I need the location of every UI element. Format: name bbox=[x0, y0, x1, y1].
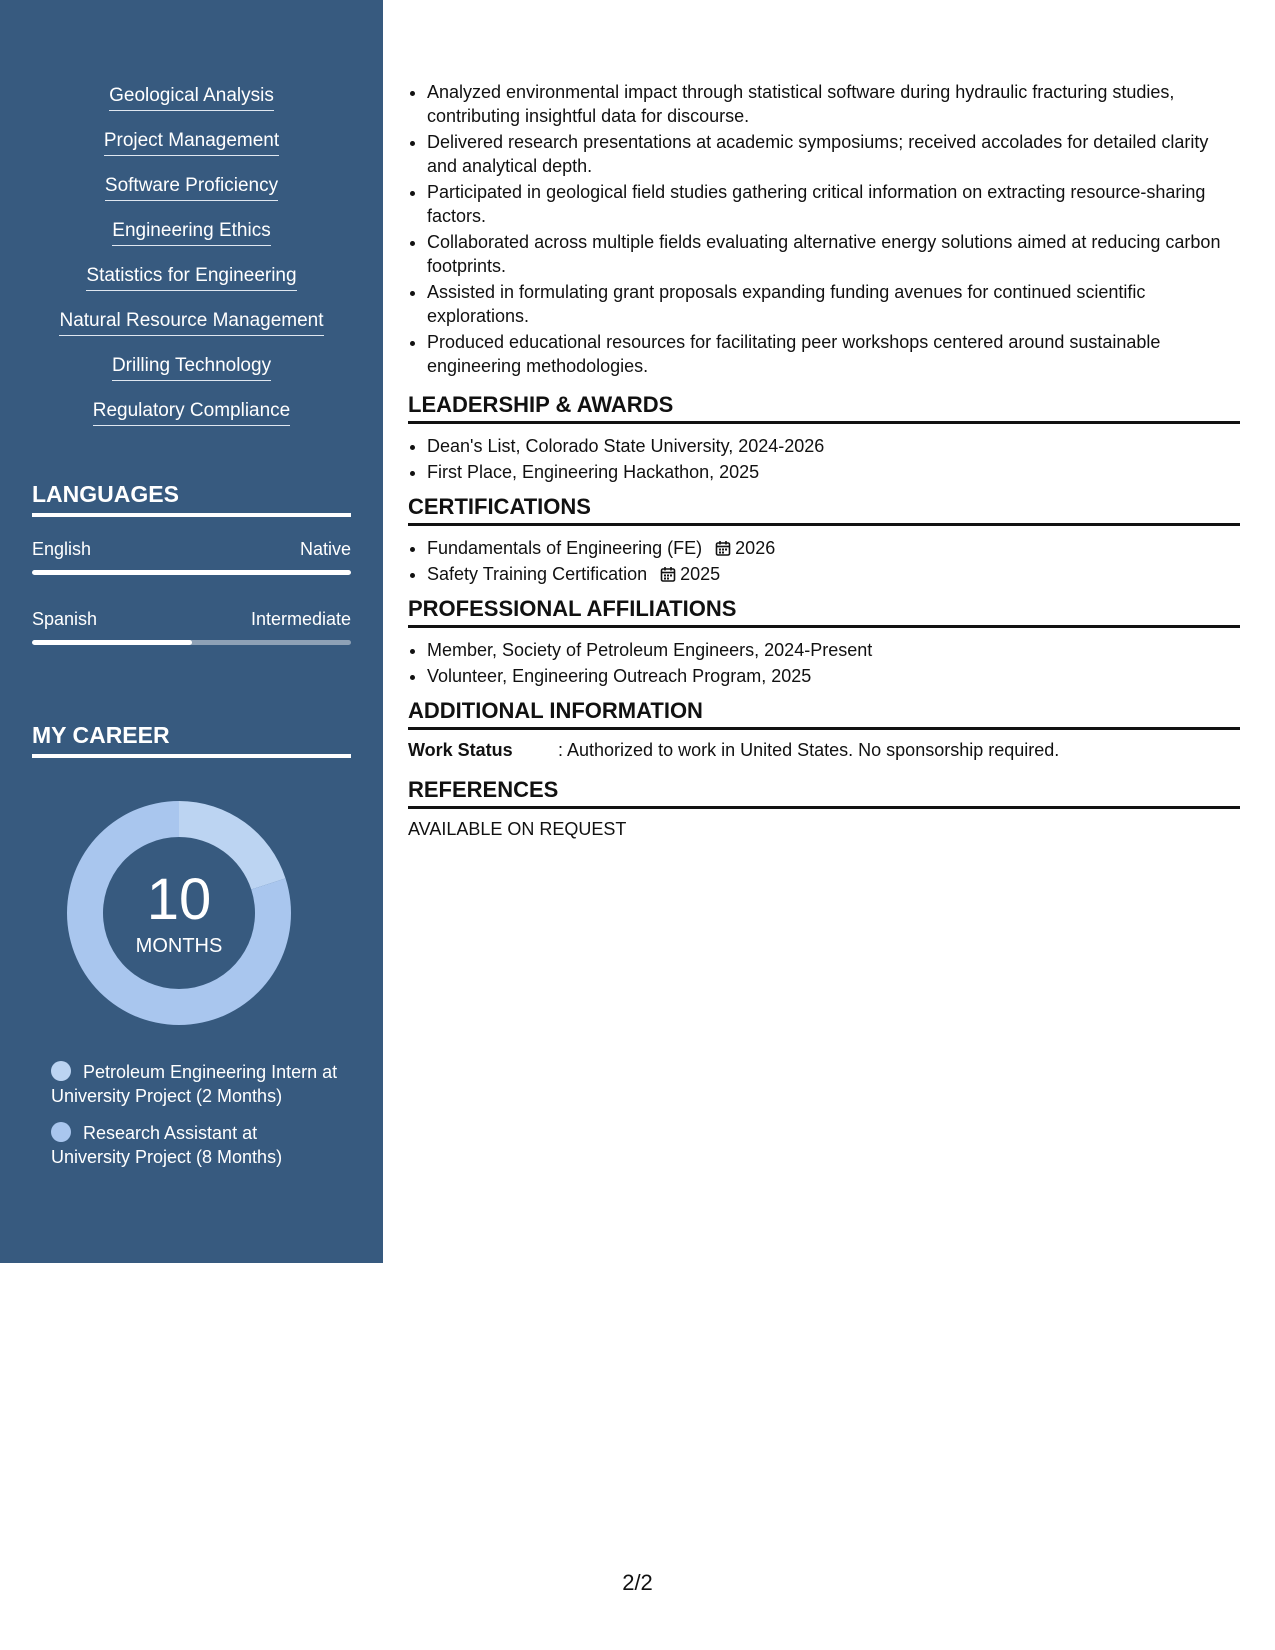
languages-heading: LANGUAGES bbox=[32, 481, 351, 517]
affiliations-heading: PROFESSIONAL AFFILIATIONS bbox=[408, 596, 1240, 628]
page-number: 2/2 bbox=[622, 1570, 653, 1595]
leadership-list bbox=[408, 434, 1240, 484]
skill-item: Engineering Ethics bbox=[112, 220, 270, 246]
career-donut-label bbox=[67, 801, 291, 1025]
work-status-row bbox=[408, 740, 1240, 761]
list-item: • Collaborated across multiple fields evaluating alternative energy solutions aimed at reducing carbon footprints. bbox=[427, 230, 1240, 278]
leadership-heading: LEADERSHIP & AWARDS bbox=[408, 392, 1240, 424]
list-item: • Assisted in formulating grant proposals expanding funding avenues for continued scientific explorations. bbox=[427, 280, 1240, 328]
work-status-value: : Authorized to work in United States. No sponsorship required. bbox=[558, 740, 1060, 760]
experience-bullets bbox=[408, 80, 1240, 378]
career-item bbox=[51, 1060, 341, 1108]
career-total: 10 bbox=[146, 866, 212, 932]
list-item bbox=[427, 536, 1240, 560]
certification-year: 2025 bbox=[680, 564, 721, 584]
list-item: • Dean's List, Colorado State University, 2024-2026 bbox=[427, 434, 1240, 458]
list-item: • Delivered research presentations at academic symposiums; received accolades for detailed clarity and analytical depth. bbox=[427, 130, 1240, 178]
language-level: Intermediate bbox=[250, 609, 351, 629]
certification-name: Safety Training Certification bbox=[427, 564, 648, 584]
career-item bbox=[51, 1121, 341, 1169]
certifications-heading: CERTIFICATIONS bbox=[408, 494, 1240, 526]
list-item: • Participated in geological field studies gathering critical information on extracting resource-sharing factors. bbox=[427, 180, 1240, 228]
list-item: • Member, Society of Petroleum Engineers, 2024-Present bbox=[427, 638, 1240, 662]
work-status-label: Work Status bbox=[408, 740, 513, 760]
language-proficiency-fill bbox=[32, 640, 192, 645]
career-item-label: Research Assistant at University Project (8 Months) bbox=[51, 1123, 283, 1167]
language-proficiency-bar bbox=[32, 640, 351, 645]
legend-dot-icon bbox=[51, 1122, 71, 1142]
main-content bbox=[408, 0, 1240, 840]
skill-item: Geological Analysis bbox=[109, 85, 274, 111]
list-item: • Analyzed environmental impact through statistical software during hydraulic fracturing studies, contributing insightful data for discourse. bbox=[427, 80, 1240, 128]
skills-list bbox=[0, 85, 383, 445]
list-item: • Volunteer, Engineering Outreach Program, 2025 bbox=[427, 664, 1240, 688]
language-level: Native bbox=[299, 539, 351, 559]
skill-item: Project Management bbox=[104, 130, 279, 156]
skill-item: Natural Resource Management bbox=[59, 310, 323, 336]
affiliations-list bbox=[408, 638, 1240, 688]
skill-item: Statistics for Engineering bbox=[86, 265, 296, 291]
language-row bbox=[32, 609, 351, 630]
language-name: English bbox=[32, 539, 92, 559]
calendar-icon bbox=[660, 566, 676, 582]
career-donut-chart bbox=[67, 801, 291, 1025]
additional-info-heading: ADDITIONAL INFORMATION bbox=[408, 698, 1240, 730]
career-unit: MONTHS bbox=[135, 934, 223, 957]
list-item: • First Place, Engineering Hackathon, 2025 bbox=[427, 460, 1240, 484]
skill-item: Regulatory Compliance bbox=[93, 400, 291, 426]
career-heading: MY CAREER bbox=[32, 722, 351, 758]
language-proficiency-fill bbox=[32, 570, 351, 575]
certifications-list bbox=[408, 536, 1240, 586]
career-item-label: Petroleum Engineering Intern at University Project (2 Months) bbox=[51, 1062, 338, 1106]
certification-name: Fundamentals of Engineering (FE) bbox=[427, 538, 703, 558]
sidebar bbox=[0, 0, 383, 1263]
legend-dot-icon bbox=[51, 1061, 71, 1081]
references-text: AVAILABLE ON REQUEST bbox=[408, 819, 627, 839]
skill-item: Software Proficiency bbox=[105, 175, 278, 201]
certification-year: 2026 bbox=[735, 538, 776, 558]
language-name: Spanish bbox=[32, 609, 98, 629]
language-proficiency-bar bbox=[32, 570, 351, 575]
references-heading: REFERENCES bbox=[408, 777, 1240, 809]
skill-item: Drilling Technology bbox=[112, 355, 271, 381]
calendar-icon bbox=[715, 540, 731, 556]
language-row bbox=[32, 539, 351, 560]
list-item: • Produced educational resources for facilitating peer workshops centered around sustainable engineering methodologies. bbox=[427, 330, 1240, 378]
list-item bbox=[427, 562, 1240, 586]
